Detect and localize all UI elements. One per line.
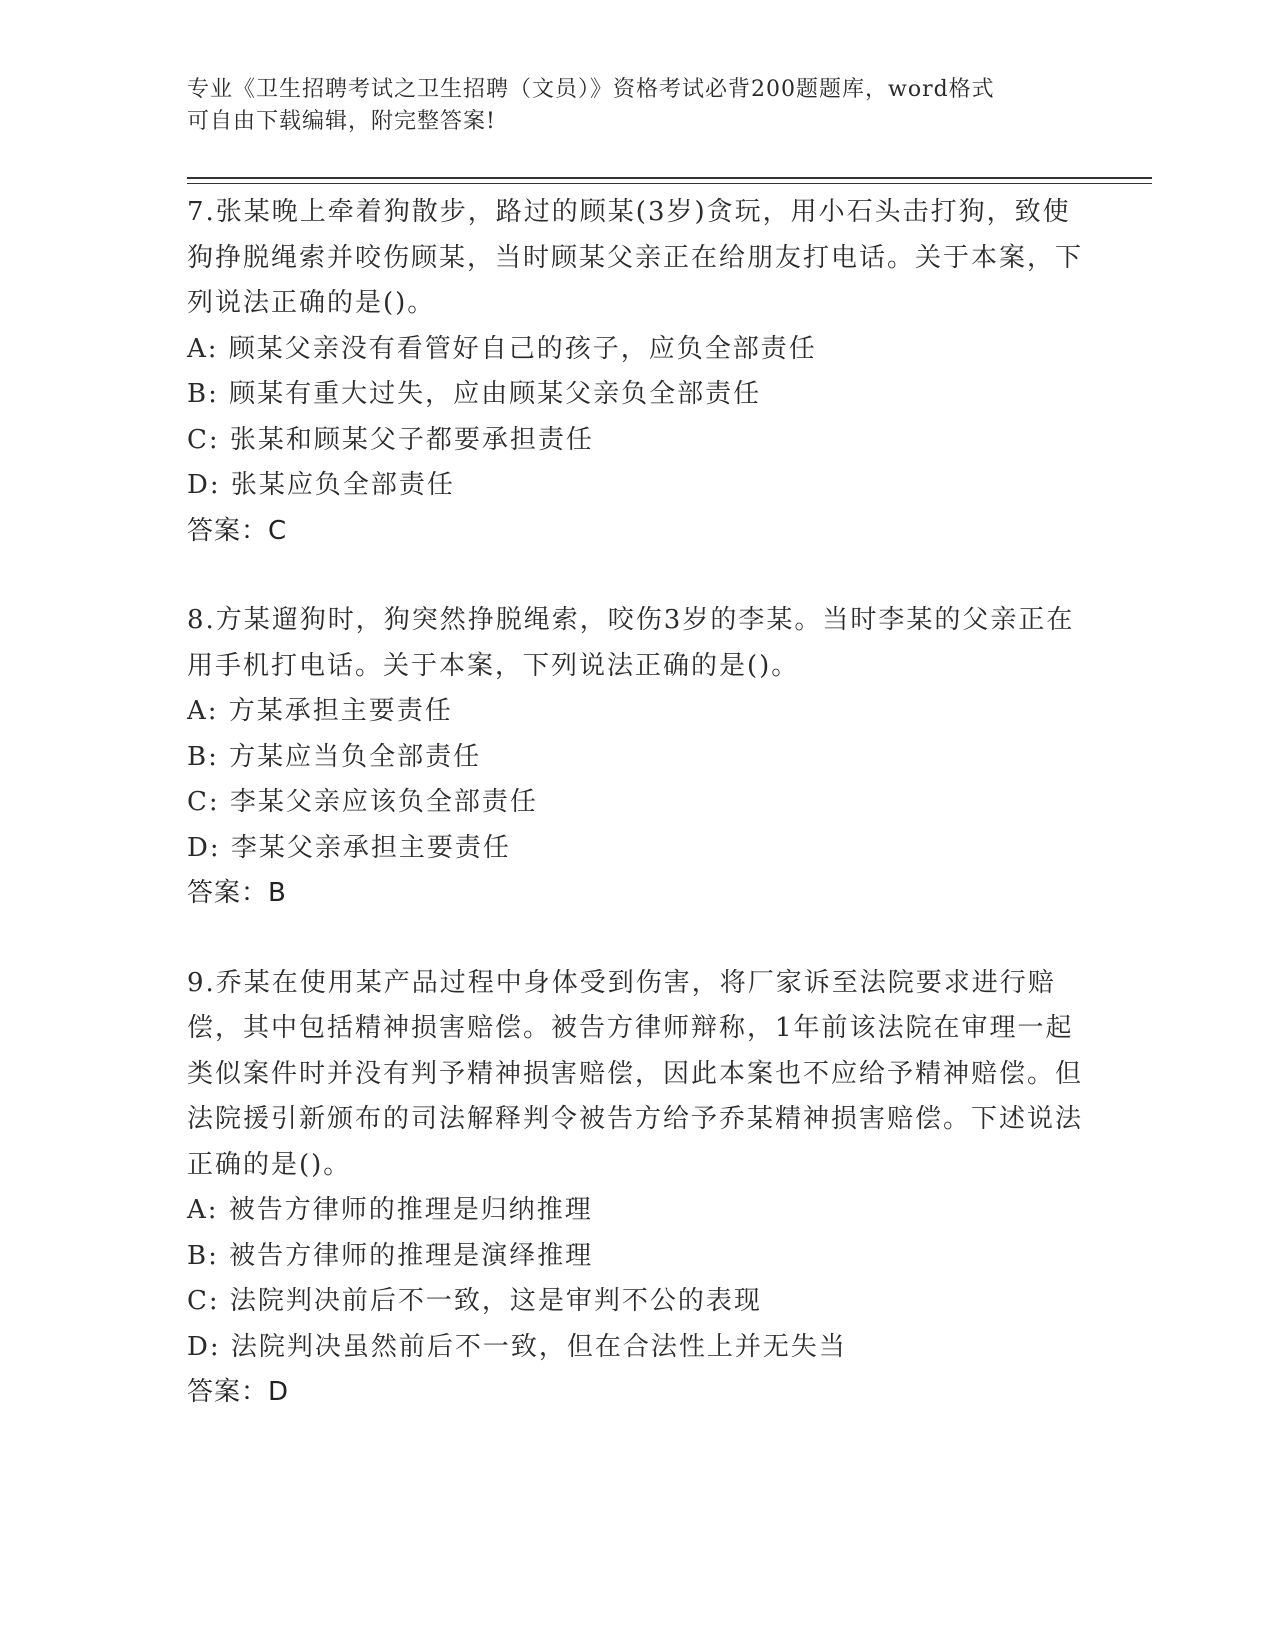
option-d: D: 张某应负全部责任 (187, 470, 455, 500)
option-d: D: 李某父亲承担主要责任 (187, 832, 511, 863)
header-line-1: 专业《卫生招聘考试之卫生招聘（文员）》资格考试必背200题题库，word格式 (187, 77, 995, 102)
question-8 (187, 598, 1087, 917)
option-b: B: 方某应当负全部责任 (187, 741, 482, 772)
option-a: A: 方某承担主要责任 (187, 696, 453, 726)
option-c: C: 李某父亲应该负全部责任 (187, 787, 538, 817)
header-divider-thick (187, 177, 1152, 179)
option-c: C: 张某和顾某父子都要承担责任 (187, 424, 594, 455)
option-b: B: 被告方律师的推理是演绎推理 (187, 1240, 594, 1271)
option-a: A: 被告方律师的推理是归纳推理 (187, 1195, 593, 1225)
option-c: C: 法院判决前后不一致，这是审判不公的表现 (187, 1286, 762, 1316)
question-stem: 8.方某遛狗时，狗突然挣脱绳索，咬伤3岁的李某。当时李某的父亲正在用手机打电话。关于本案，下列说法正确的是()。 (187, 605, 1075, 681)
header-divider-thin (187, 183, 1152, 184)
option-a: A: 顾某父亲没有看管好自己的孩子，应负全部责任 (187, 333, 817, 364)
header-line-2: 可自由下载编辑，附完整答案! (187, 109, 496, 134)
question-stem: 9.乔某在使用某产品过程中身体受到伤害，将厂家诉至法院要求进行赔偿，其中包括精神损害赔偿。被告方律师辩称，1年前该法院在审理一起类似案件时并没有判予精神损害赔偿，因此本案也不应给予精神赔偿。但法院援引新颁布的司法解释判令被告方给予乔某精神损害赔偿。下述说法正确的是()。 (187, 967, 1084, 1180)
question-7 (187, 190, 1087, 554)
question-list (187, 190, 1087, 1460)
document-header (187, 74, 1067, 138)
answer-label: 答案：D (187, 1377, 290, 1407)
answer-label: 答案：B (187, 878, 287, 908)
question-9 (187, 961, 1087, 1416)
option-b: B: 顾某有重大过失，应由顾某父亲负全部责任 (187, 379, 762, 409)
answer-label: 答案：C (187, 515, 288, 546)
question-stem: 7.张某晚上牵着狗散步，路过的顾某(3岁)贪玩，用小石头击打狗，致使狗挣脱绳索并咬伤顾某，当时顾某父亲正在给朋友打电话。关于本案，下列说法正确的是()。 (187, 197, 1084, 318)
option-d: D: 法院判决虽然前后不一致，但在合法性上并无失当 (187, 1331, 847, 1362)
